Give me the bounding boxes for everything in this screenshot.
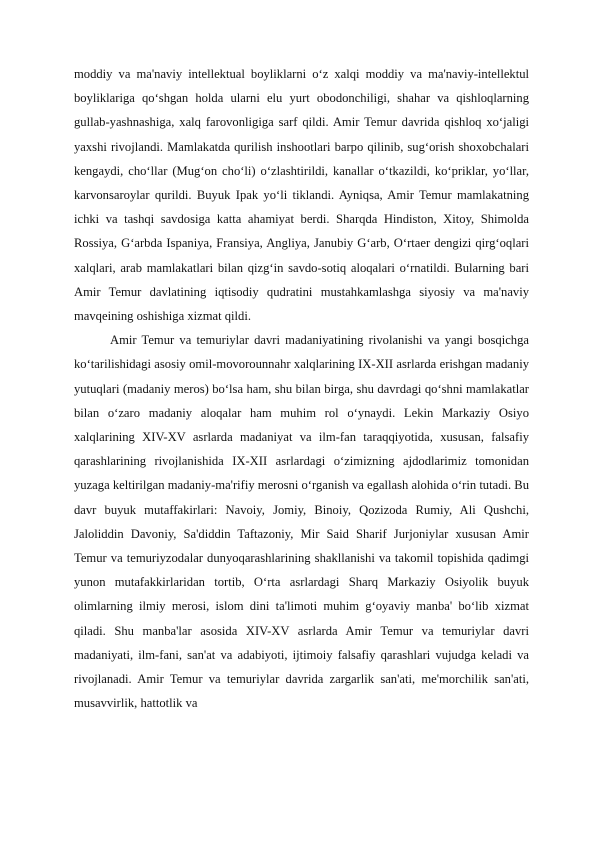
paragraph-1: moddiy va ma'naviy intellektual boyliklarni o‘z xalqi moddiy va ma'naviy-intellektul boyliklariga qo‘shgan holda ularni elu yurt obodonchiligi, shahar va qishloqlarning gullab-yashnashiga, xalq farovonligiga sarf qildi. Amir Temur davrida qishloq xo‘jaligi yaxshi rivojlandi. Mamlakatda qurilish inshootlari barpo qilinib, sug‘orish shoxobchalari kengaydi, cho‘llar (Mug‘on cho‘li) o‘zlashtirildi, kanallar o‘tkazildi, ko‘priklar, yo‘llar, karvonsaroylar qurildi. Buyuk Ipak yo‘li tiklandi. Ayniqsa, Amir Temur mamlakatning ichki va tashqi savdosiga katta ahamiyat berdi. Sharqda Hindiston, Xitoy, Shimolda Rossiya, G‘arbda Ispaniya, Fransiya, Angliya, Janubiy G‘arb, O‘rtaer dengizi qirg‘oqlari xalqlari, arab mamlakatlari bilan qizg‘in savdo-sotiq aloqalari o‘rnatildi. Bularning bari Amir Temur davlatining iqtisodiy qudratini mustahkamlashga siyosiy va ma'naviy mavqeining oshishiga xizmat qildi.	[74, 67, 529, 324]
document-page	[74, 62, 529, 715]
paragraph-2: Amir Temur va temuriylar davri madaniyatining rivolanishi va yangi bosqichga ko‘tarilishidagi asosiy omil-movorounnahr xalqlarining IX-XII asrlarda erishgan madaniy yutuqlari (madaniy meros) bo‘lsa ham, shu bilan birga, shu davrdagi qo‘shni mamlakatlar bilan o‘zaro madaniy aloqalar ham muhim rol o‘ynaydi. Lekin Markaziy Osiyo xalqlarining XIV-XV asrlarda madaniyat va ilm-fan taraqqiyotida, xususan, falsafiy qarashlarining rivojlanishida IX-XII asrlardagi o‘zimizning ajdodlarimiz tomonidan yuzaga keltirilgan madaniy-ma'rifiy merosni o‘rganish va egallash alohida o‘rin tutadi. Bu davr buyuk mutaffakirlari: Navoiy, Jomiy, Binoiy, Qozizoda Rumiy, Ali Qushchi, Jaloliddin Davoniy, Sa'diddin Taftazoniy, Mir Said Sharif Jurjoniylar xususan Amir Temur va temuriyzodalar dunyoqarashlarining shakllanishi va takomil topishida qadimgi yunon mutafakkirlaridan tortib, O‘rta asrlardagi Sharq Markaziy Osiyolik buyuk olimlarning ilmiy merosi, islom dini ta'limoti muhim g‘oyaviy manba' bo‘lib xizmat qiladi. Shu manba'lar asosida XIV-XV asrlarda Amir Temur va temuriylar davri madaniyati, ilm-fani, san'at va adabiyoti, ijtimoiy falsafiy qarashlari vujudga keladi va rivojlanadi. Amir Temur va temuriylar davrida zargarlik san'ati, me'morchilik san'ati, musavvirlik, hattotlik va	[74, 333, 529, 711]
